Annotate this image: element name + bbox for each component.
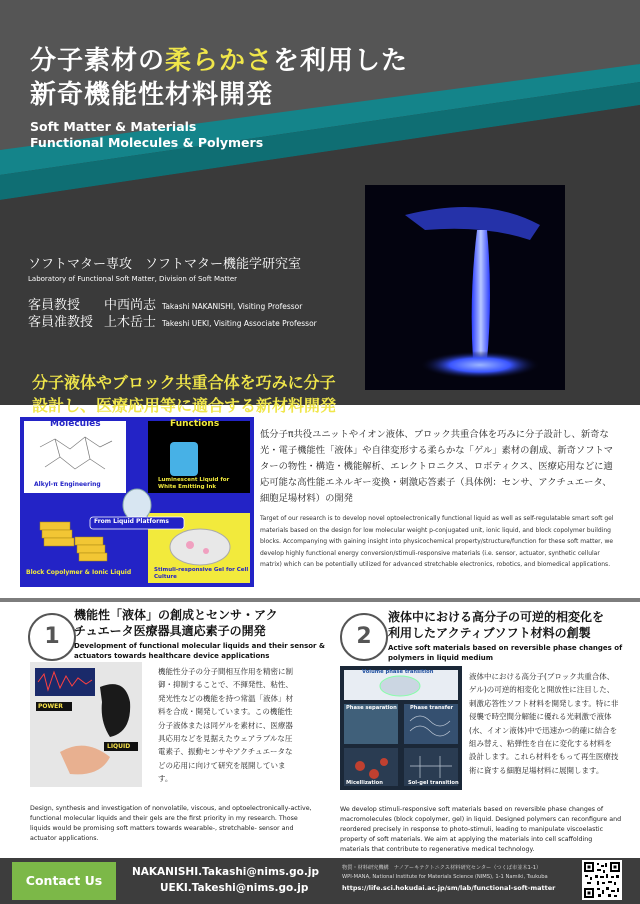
- research-overview-figure: [20, 417, 254, 587]
- section1-figure: [30, 662, 142, 787]
- member-name: 上木岳士: [104, 315, 157, 330]
- liquid-label: LIQUID: [107, 743, 131, 750]
- qr-code-icon[interactable]: [582, 860, 622, 900]
- fig2-label-separation: Phase separation: [346, 705, 397, 711]
- luminescent-label: Luminescent Liquid for White Emitting Ink: [158, 477, 230, 490]
- section2-subtitle-line1: Active soft materials based on reversible phase changes of: [388, 644, 623, 652]
- section1-number: 1: [28, 613, 76, 661]
- section2-text-en: We develop stimuli-responsive soft materials based on reversible phase changes of macromolecules (block copolymer, gel) in liquid. Designed polymers can reconfigure and reordered precisely in response to photo-stimuli, leading to manipulate viscoelastic property of soft materials. We aim at applying the materials into cell scaffolding materials that contribute to regenerative medical technology.: [340, 806, 622, 853]
- member-name-en: Takashi NAKANISHI, Visiting Professor: [162, 302, 303, 311]
- section2-figure: [340, 666, 462, 790]
- member-name: 中西尚志: [104, 298, 157, 313]
- member-name-en: Takeshi UEKI, Visiting Associate Professor: [162, 319, 317, 328]
- section1-text-jp: 機能性分子の分子間相互作用を精密に制御・抑制することで、不揮発性、粘性、発光性などの機能を持つ常温「液体」材料を合成・開発しています。この機能性分子液体または同ゲルを素材に、医療器具応用などを見据えたウェアラブルな圧電素子、振動センサやアクチュエータなどの応用に向けて研究を展開しています。: [158, 667, 293, 784]
- member-associate-professor: [28, 311, 317, 330]
- section-divider: [0, 598, 640, 602]
- lab-name-en: Laboratory of Functional Soft Matter, Division of Soft Matter: [28, 275, 238, 283]
- functions-label: Functions: [170, 419, 220, 429]
- member-role: 客員教授: [28, 298, 81, 313]
- address-en: WPI-MANA, National Institute for Materials Science (NIMS), 1-1 Namiki, Tsukuba: [342, 874, 548, 880]
- section2-number: 2: [340, 613, 388, 661]
- page-subtitle-line1: Soft Matter & Materials: [30, 119, 197, 134]
- fig2-label-solgel: Sol-gel transition: [408, 780, 459, 786]
- fig2-label-micellization: Micellization: [346, 780, 383, 786]
- page-subtitle-line2: Functional Molecules & Polymers: [30, 135, 264, 150]
- email-nakanishi[interactable]: NAKANISHI.Takashi@nims.go.jp: [132, 866, 319, 878]
- section2-subtitle-line2: polymers in liquid medium: [388, 654, 494, 662]
- email-ueki[interactable]: UEKI.Takeshi@nims.go.jp: [160, 882, 309, 894]
- intro-text-en: Target of our research is to develop novel optoelectronically functional liquid as well as self-regulatable smart soft gel materials based on the design for low molecular weight p-conjugated unit, ionic liquid, and block copolymer building blocks. Accompanying with gaining insight into physicochemical property/structure/function for these soft matter, we develop highly functional energy conversion/stimuli-responsive materials (i.e. sensor, actuator, synthetic cellular matrix) which can be potentially utilized for advanced stretchable electronics, robotics, and biomedical applications.: [260, 515, 614, 568]
- section1-title-line1: 機能性「液体」の創成とセンサ・アク: [74, 608, 278, 622]
- gel-label: Stimuli-responsive Gel for Cell Culture: [154, 567, 249, 580]
- address-jp: 物質・材料研究機構 ナノアーキテクトニクス材料研究センター（つくば市並木1-1）: [342, 865, 542, 871]
- platform-label: From Liquid Platforms: [94, 518, 169, 525]
- section1-title-line2: チュエータ医療器具適応素子の開発: [74, 624, 266, 638]
- fig2-label-volume: Volume phase transition: [362, 669, 434, 675]
- catchphrase-line2: 設計し、医療応用等に適合する新材料開発: [32, 396, 337, 415]
- section2-text-jp: 液体中における高分子(ブロック共重合体、ゲル)の可逆的相変化と開放性に注目した、刺激応答性ソフト材料を開発します。特に非侵襲で時空間分解能に優れる光刺激で液体(水、イオン液体)中で迅速かつ的確に結合を組み替え、粘弾性を自在に変化する材料を設計します。これら材料をもって再生医療技術に資する細胞足場材料に展開します。: [469, 672, 619, 775]
- page-title-line1: 分子素材の柔らかさを利用した: [30, 46, 409, 76]
- section2-title-line2: 利用したアクティブソフト材料の創製: [388, 626, 591, 640]
- member-role: 客員准教授: [28, 315, 94, 330]
- block-copolymer-label: Block Copolymer & Ionic Liquid: [26, 569, 132, 576]
- contact-us-label: Contact Us: [25, 873, 103, 888]
- section2-title-line1: 液体中における高分子の可逆的相変化を: [388, 610, 605, 624]
- luminescent-liquid-photo: [365, 185, 565, 390]
- fig2-label-transfer: Phase transfer: [410, 705, 454, 711]
- molecules-label: Molecules: [50, 419, 101, 429]
- lab-website-link[interactable]: https://life.sci.hokudai.ac.jp/sm/lab/functional-soft-matter: [342, 884, 556, 892]
- alkyl-label: Alkyl-π Engineering: [34, 481, 101, 488]
- catchphrase-line1: 分子液体やブロック共重合体を巧みに分子: [32, 373, 336, 392]
- page-title-line2: 新奇機能性材料開発: [30, 80, 274, 110]
- intro-text-jp: 低分子π共役ユニットやイオン液体、ブロック共重合体を巧みに分子設計し、新奇な光・電子機能性「液体」や自律変形する柔らかな「ゲル」素材の創成、新奇ソフトマターの物性・構造・機能解析、エレクトロニクス、ロボティクス、医療応用などに適応可能な高性能エネルギー変換・刺激応答素子（具体例：センサ、アクチュエータ、細胞足場材料）の開発: [260, 429, 614, 504]
- lab-name-jp: ソフトマター専攻 ソフトマター機能学研究室: [28, 257, 302, 272]
- section1-text-en: Design, synthesis and investigation of nonvolatile, viscous, and optoelectronically-active, functional molecular liquids and their gels are the first priority in my research. Those liquids would be promising soft matters towards wearable-, stretchable- sensor and actuator applications.: [30, 805, 312, 842]
- section1-subtitle-line2: actuators towards healthcare device applications: [74, 652, 270, 660]
- power-label: POWER: [38, 703, 63, 710]
- section1-subtitle-line1: Development of functional molecular liquids and their sensor &: [74, 642, 326, 650]
